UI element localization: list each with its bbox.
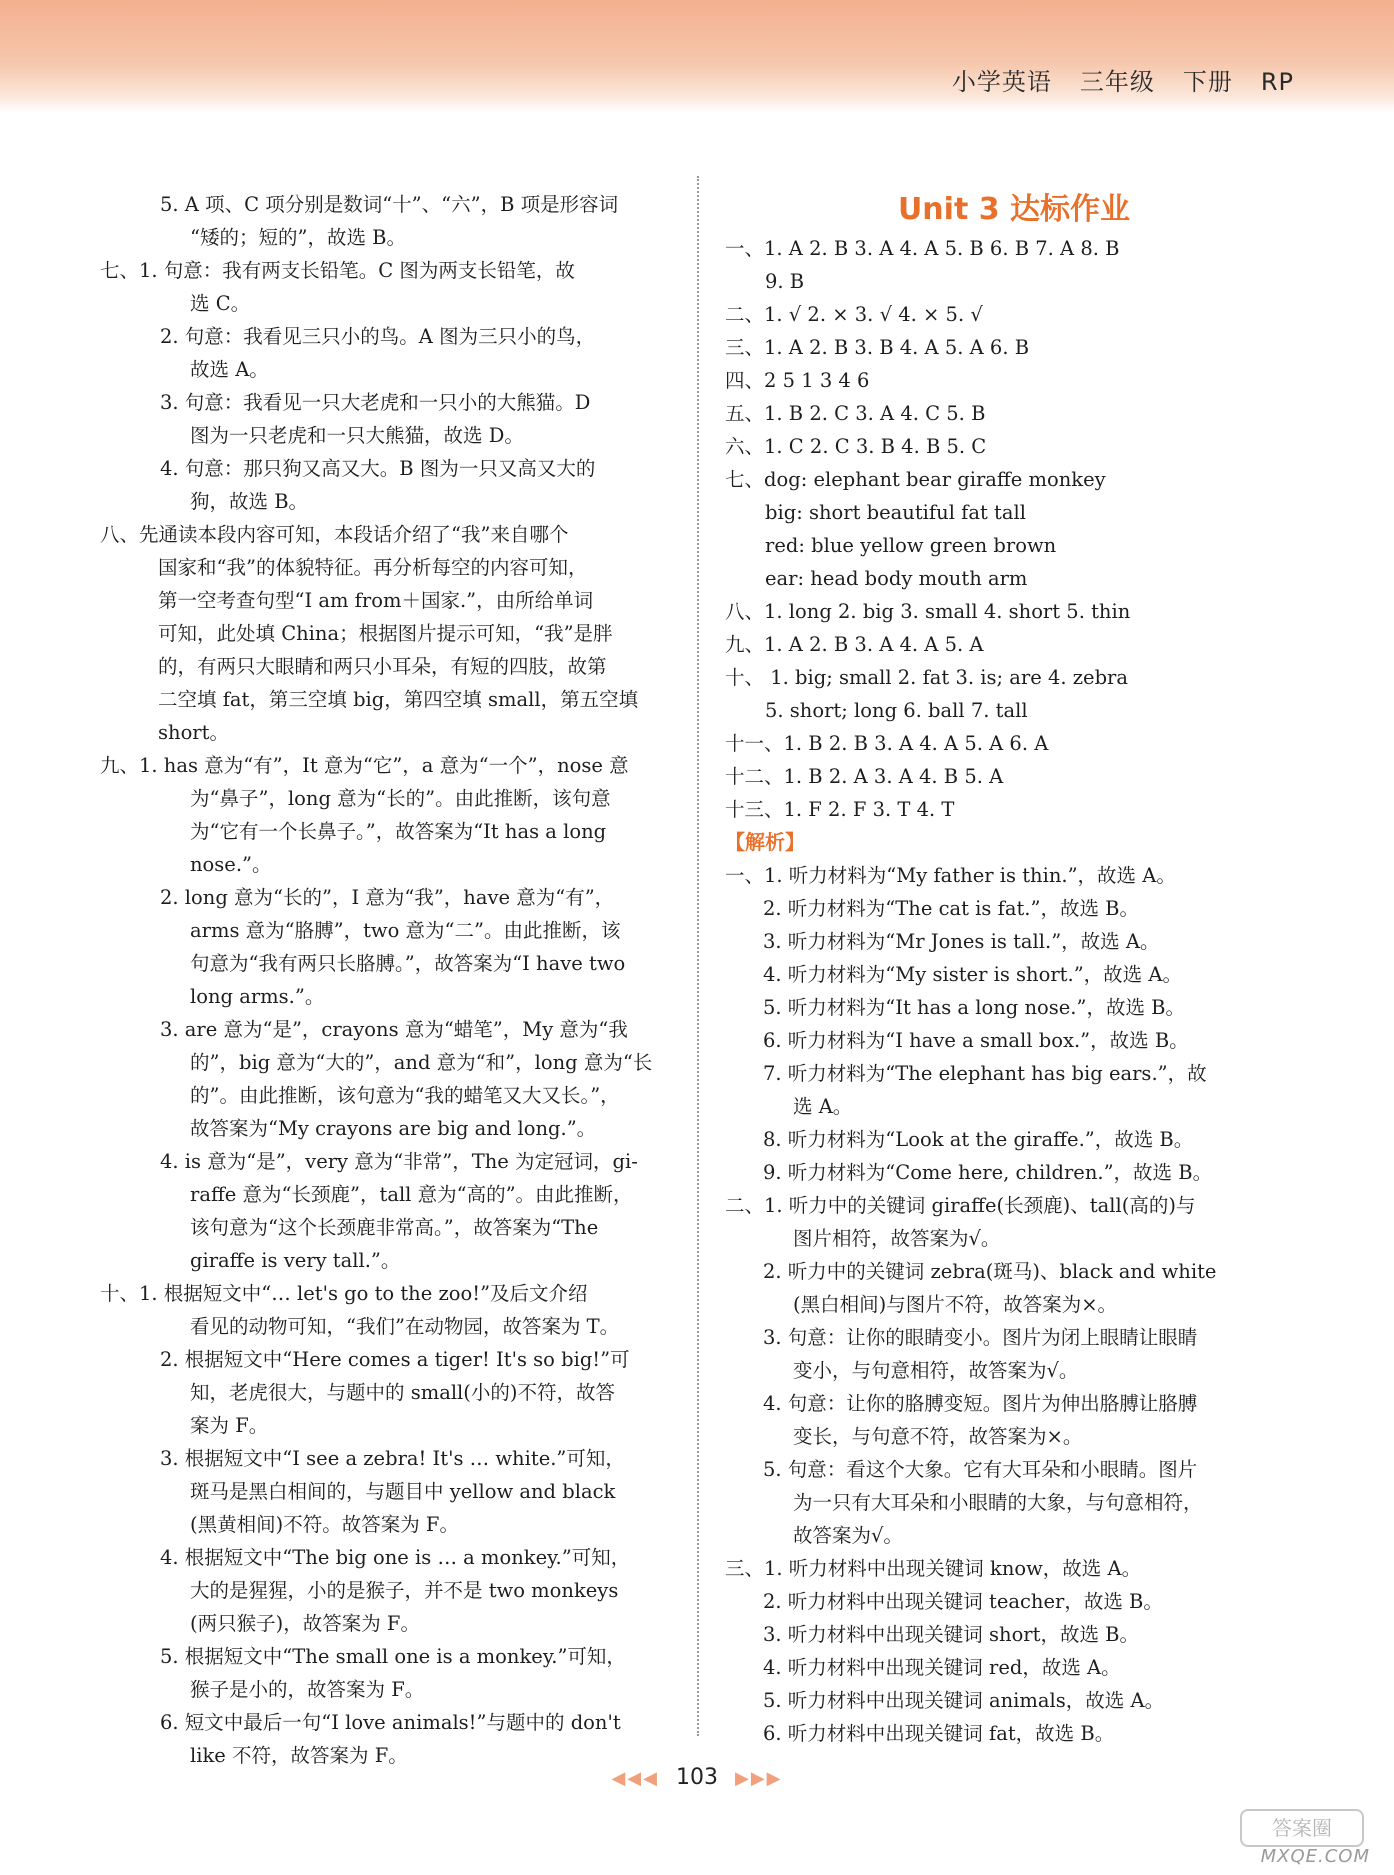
text-line: 二空填 fat，第三空填 big，第四空填 small，第五空填 [158, 688, 639, 711]
page-footer [0, 1765, 1394, 1790]
text-line: 十三、1. F 2. F 3. T 4. T [725, 798, 955, 821]
text-line: short。 [158, 721, 229, 744]
text-line: 十、1. 根据短文中“… let's go to the zoo!”及后文介绍 [100, 1282, 588, 1305]
text-line: 8. 听力材料为“Look at the giraffe.”，故选 B。 [763, 1128, 1194, 1151]
text-line: 八、1. long 2. big 3. small 4. short 5. thin [725, 600, 1131, 623]
text-line: 2. 听力材料中出现关键词 teacher，故选 B。 [763, 1590, 1163, 1613]
text-line: 5. 根据短文中“The small one is a monkey.”可知， [160, 1645, 626, 1668]
text-line: (黑白相间)与图片不符，故答案为×。 [793, 1293, 1118, 1316]
text-line: 句意为“我有两只长胳膊。”，故答案为“I have two [190, 952, 626, 975]
text-line: 为“它有一个长鼻子。”，故答案为“It has a long [190, 820, 607, 843]
text-line: 国家和“我”的体貌特征。再分析每空的内容可知， [158, 556, 588, 579]
text-line: 故答案为“My crayons are big and long.”。 [190, 1117, 597, 1140]
text-line: raffe 意为“长颈鹿”，tall 意为“高的”。由此推断， [190, 1183, 633, 1206]
text-line: (黑黄相间)不符。故答案为 F。 [190, 1513, 459, 1536]
text-line: 猴子是小的，故答案为 F。 [190, 1678, 425, 1701]
subject-label: 小学英语 [951, 68, 1052, 96]
text-line: 三、1. A 2. B 3. B 4. A 5. A 6. B [725, 336, 1030, 359]
text-line: 五、1. B 2. C 3. A 4. C 5. B [725, 402, 986, 425]
text-line: 9. B [765, 270, 805, 293]
text-line: 该句意为“这个长颈鹿非常高。”，故答案为“The [190, 1216, 599, 1239]
text-line: 三、1. 听力材料中出现关键词 know，故选 A。 [725, 1557, 1142, 1580]
text-line: 4. 句意：那只狗又高又大。B 图为一只又高又大的 [160, 457, 596, 480]
text-line: 5. 听力材料中出现关键词 animals，故选 A。 [763, 1689, 1165, 1712]
text-line: 5. short; long 6. ball 7. tall [765, 699, 1028, 722]
text-line: 6. 听力材料中出现关键词 fat，故选 B。 [763, 1722, 1115, 1745]
text-line: ear: head body mouth arm [765, 567, 1028, 590]
text-line: giraffe is very tall.”。 [190, 1249, 401, 1272]
volume-label: 下册 [1182, 68, 1233, 96]
text-line: 3. 句意：我看见一只大老虎和一只小的大熊猫。D [160, 391, 591, 414]
text-line: 4. 听力材料中出现关键词 red，故选 A。 [763, 1656, 1121, 1679]
text-line: 2. long 意为“长的”，I 意为“我”，have 意为“有”， [160, 886, 615, 909]
text-line: 4. 听力材料为“My sister is short.”，故选 A。 [763, 963, 1182, 986]
text-line: 第一空考查句型“I am from＋国家.”，由所给单词 [158, 589, 594, 612]
text-line: 2. 听力材料为“The cat is fat.”，故选 B。 [763, 897, 1139, 920]
text-line: 5. 听力材料为“It has a long nose.”，故选 B。 [763, 996, 1185, 1019]
text-line: 十一、1. B 2. B 3. A 4. A 5. A 6. A [725, 732, 1049, 755]
text-line: 3. 句意：让你的眼睛变小。图片为闭上眼睛让眼睛 [763, 1326, 1198, 1349]
answer-key [725, 232, 1295, 826]
text-line: 知，老虎很大，与题中的 small(小的)不符，故答 [190, 1381, 616, 1404]
page-header-band [0, 0, 1394, 112]
text-line: 7. 听力材料为“The elephant has big ears.”，故 [763, 1062, 1207, 1085]
text-line: 二、1. √ 2. × 3. √ 4. × 5. √ [725, 303, 983, 326]
text-line: long arms.”。 [190, 985, 325, 1008]
text-line: 2. 听力中的关键词 zebra(斑马)、black and white [763, 1260, 1217, 1283]
text-line: 四、2 5 1 3 4 6 [725, 369, 870, 392]
text-line: 七、dog: elephant bear giraffe monkey [725, 468, 1106, 491]
text-line: 4. 句意：让你的胳膊变短。图片为伸出胳膊让胳膊 [763, 1392, 1198, 1415]
text-line: 3. 听力材料中出现关键词 short，故选 B。 [763, 1623, 1139, 1646]
text-line: 故答案为√。 [793, 1524, 903, 1547]
text-line: 5. A 项、C 项分别是数词“十”、“六”，B 项是形容词 [160, 193, 619, 216]
text-line: 6. 听力材料为“I have a small box.”，故选 B。 [763, 1029, 1189, 1052]
text-line: like 不符，故答案为 F。 [190, 1744, 408, 1767]
text-line: 的”。由此推断，该句意为“我的蜡笔又大又长。”， [190, 1084, 620, 1107]
text-line: arms 意为“胳膊”，two 意为“二”。由此推断，该 [190, 919, 621, 942]
text-line: 看见的动物可知，“我们”在动物园，故答案为 T。 [190, 1315, 620, 1338]
text-line: 变长，与句意不符，故答案为×。 [793, 1425, 1083, 1448]
text-line: 选 C。 [190, 292, 251, 315]
text-line: nose.”。 [190, 853, 272, 876]
page-number: 103 [676, 1765, 718, 1790]
text-line: 十二、1. B 2. A 3. A 4. B 5. A [725, 765, 1004, 788]
edition-label: RP [1260, 68, 1294, 96]
text-line: 大的是猩猩，小的是猴子，并不是 two monkeys [190, 1579, 619, 1602]
text-line: 九、1. A 2. B 3. A 4. A 5. A [725, 633, 984, 656]
watermark-logo: 答案圈 [1240, 1809, 1364, 1847]
text-line: 十、 1. big; small 2. fat 3. is; are 4. zebra [725, 666, 1128, 689]
text-line: 3. 听力材料为“Mr Jones is tall.”，故选 A。 [763, 930, 1160, 953]
text-line: 狗，故选 B。 [190, 490, 309, 513]
text-line: 2. 根据短文中“Here comes a tiger! It's so big!”可 [160, 1348, 630, 1371]
text-line: 9. 听力材料为“Come here, children.”，故选 B。 [763, 1161, 1213, 1184]
text-line: 4. 根据短文中“The big one is … a monkey.”可知， [160, 1546, 631, 1569]
grade-label: 三年级 [1079, 68, 1155, 96]
text-line: 3. 根据短文中“I see a zebra! It's … white.”可知， [160, 1447, 625, 1470]
analysis-label: 【解析】 [725, 830, 805, 854]
text-line: 可知，此处填 China；根据图片提示可知，“我”是胖 [158, 622, 613, 645]
analysis-section [725, 859, 1295, 1750]
text-line: 图片相符，故答案为√。 [793, 1227, 1001, 1250]
text-line: 为一只有大耳朵和小眼睛的大象，与句意相符， [793, 1491, 1203, 1514]
text-line: 4. is 意为“是”，very 意为“非常”，The 为定冠词，gi- [160, 1150, 638, 1173]
text-line: 一、1. 听力材料为“My father is thin.”，故选 A。 [725, 864, 1176, 887]
text-line: 二、1. 听力中的关键词 giraffe(长颈鹿)、tall(高的)与 [725, 1194, 1196, 1217]
text-line: 3. are 意为“是”，crayons 意为“蜡笔”，My 意为“我 [160, 1018, 628, 1041]
text-line: 一、1. A 2. B 3. A 4. A 5. B 6. B 7. A 8. B [725, 237, 1120, 260]
book-title [924, 62, 1294, 97]
text-line: 案为 F。 [190, 1414, 269, 1437]
text-line: 九、1. has 意为“有”，It 意为“它”，a 意为“一个”，nose 意 [100, 754, 629, 777]
unit-title: Unit 3 达标作业 [897, 192, 1131, 227]
right-column [725, 188, 1295, 1750]
text-line: 的”，big 意为“大的”，and 意为“和”，long 意为“长 [190, 1051, 653, 1074]
text-line: 图为一只老虎和一只大熊猫，故选 D。 [190, 424, 524, 447]
text-line: 5. 句意：看这个大象。它有大耳朵和小眼睛。图片 [763, 1458, 1198, 1481]
text-line: 六、1. C 2. C 3. B 4. B 5. C [725, 435, 987, 458]
text-line: red: blue yellow green brown [765, 534, 1057, 557]
prev-arrows-icon: ◀◀◀ [611, 1768, 659, 1789]
text-line: 为“鼻子”，long 意为“长的”。由此推断，该句意 [190, 787, 611, 810]
text-line: 选 A。 [793, 1095, 853, 1118]
text-line: (两只猴子)，故答案为 F。 [190, 1612, 420, 1635]
text-line: 的，有两只大眼睛和两只小耳朵，有短的四肢，故第 [158, 655, 607, 678]
text-line: 斑马是黑白相间的，与题目中 yellow and black [190, 1480, 616, 1503]
text-line: 故选 A。 [190, 358, 269, 381]
text-line: 2. 句意：我看见三只小的鸟。A 图为三只小的鸟， [160, 325, 596, 348]
text-line: big: short beautiful fat tall [765, 501, 1026, 524]
text-line: “矮的；短的”，故选 B。 [190, 226, 406, 249]
column-divider [697, 176, 699, 1736]
text-line: 七、1. 句意：我有两支长铅笔。C 图为两支长铅笔，故 [100, 259, 575, 282]
text-line: 八、先通读本段内容可知，本段话介绍了“我”来自哪个 [100, 523, 569, 546]
text-line: 变小，与句意相符，故答案为√。 [793, 1359, 1079, 1382]
next-arrows-icon: ▶▶▶ [735, 1768, 783, 1789]
watermark-site: MXQE.COM [1260, 1846, 1370, 1867]
text-line: 6. 短文中最后一句“I love animals!”与题中的 don't [160, 1711, 621, 1734]
watermark [1240, 1809, 1370, 1867]
left-column [100, 188, 685, 1772]
